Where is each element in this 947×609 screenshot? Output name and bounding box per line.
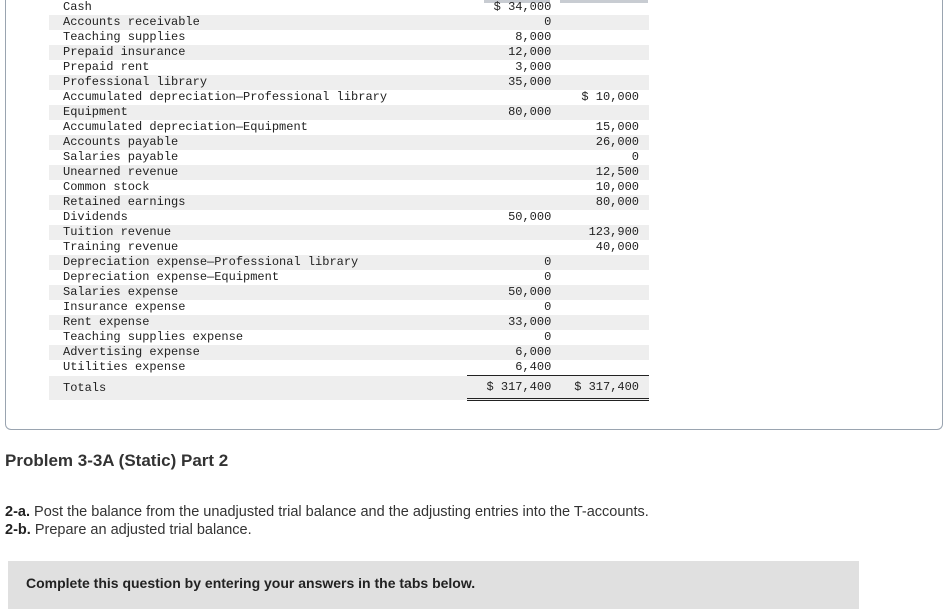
account-name: Accumulated depreciation—Equipment bbox=[63, 120, 308, 134]
credit-amount bbox=[562, 345, 649, 360]
account-name: Retained earnings bbox=[49, 195, 467, 210]
table-row bbox=[49, 165, 649, 180]
credit-amount: 80,000 bbox=[562, 195, 649, 210]
credit-amount: 15,000 bbox=[595, 120, 639, 134]
table-row bbox=[49, 240, 649, 255]
account-name: Equipment bbox=[49, 105, 467, 120]
debit-amount bbox=[467, 150, 562, 165]
debit-amount: 50,000 bbox=[467, 285, 562, 300]
table-row bbox=[49, 225, 649, 240]
credit-amount: 40,000 bbox=[595, 240, 639, 254]
table-row bbox=[49, 195, 649, 210]
credit-amount bbox=[562, 315, 649, 330]
table-row bbox=[49, 75, 649, 90]
account-name: Professional library bbox=[49, 75, 467, 90]
account-name: Unearned revenue bbox=[49, 165, 467, 180]
debit-amount: 33,000 bbox=[467, 315, 562, 330]
debit-amount: 3,000 bbox=[515, 60, 552, 74]
table-row bbox=[49, 105, 649, 120]
debit-amount bbox=[467, 195, 562, 210]
debit-amount bbox=[467, 225, 562, 240]
table-row bbox=[49, 330, 649, 345]
table-row bbox=[49, 150, 649, 165]
credit-amount bbox=[562, 285, 649, 300]
credit-amount: 12,500 bbox=[562, 165, 649, 180]
debit-amount: 6,400 bbox=[515, 360, 552, 374]
debit-amount: 0 bbox=[467, 255, 562, 270]
instruction-2b bbox=[5, 521, 649, 539]
account-name: Common stock bbox=[63, 180, 150, 194]
debit-amount: 80,000 bbox=[467, 105, 562, 120]
credit-amount: 0 bbox=[631, 150, 639, 164]
debit-amount: 0 bbox=[544, 300, 552, 314]
account-name: Teaching supplies bbox=[63, 30, 186, 44]
credit-amount: 10,000 bbox=[595, 180, 639, 194]
table-row bbox=[49, 90, 649, 105]
credit-amount: 123,900 bbox=[562, 225, 649, 240]
account-name: Advertising expense bbox=[49, 345, 467, 360]
trial-balance-table bbox=[49, 0, 649, 401]
credit-amount bbox=[562, 75, 649, 90]
account-name: Tuition revenue bbox=[49, 225, 467, 240]
account-name: Rent expense bbox=[49, 315, 467, 330]
instruction-2a-text: Post the balance from the unadjusted trial balance and the adjusting entries into the T-accounts. bbox=[34, 504, 649, 520]
instruction-2b-label: 2-b. bbox=[5, 522, 31, 538]
account-name: Dividends bbox=[63, 210, 128, 224]
instruction-2a bbox=[5, 503, 649, 521]
debit-amount: 50,000 bbox=[508, 210, 552, 224]
credit-amount bbox=[562, 30, 649, 45]
table-row bbox=[49, 270, 649, 285]
credit-amount bbox=[562, 0, 649, 15]
account-name: Salaries payable bbox=[63, 150, 179, 164]
debit-amount bbox=[467, 180, 562, 195]
credit-amount bbox=[562, 60, 649, 75]
totals-row bbox=[49, 376, 649, 400]
debit-amount bbox=[467, 165, 562, 180]
debit-amount bbox=[467, 240, 562, 255]
debit-amount: 35,000 bbox=[467, 75, 562, 90]
table-row bbox=[49, 255, 649, 270]
credit-amount bbox=[562, 15, 649, 30]
debit-amount: 0 bbox=[544, 330, 552, 344]
debit-amount: 12,000 bbox=[467, 45, 562, 60]
table-row bbox=[49, 45, 649, 60]
debit-amount bbox=[467, 90, 562, 105]
debit-amount: 8,000 bbox=[515, 30, 552, 44]
account-name: Prepaid insurance bbox=[49, 45, 467, 60]
account-name: Accounts payable bbox=[49, 135, 467, 150]
account-name: Accumulated depreciation—Professional library bbox=[63, 90, 388, 104]
debit-amount: 0 bbox=[544, 270, 552, 284]
debit-amount bbox=[467, 135, 562, 150]
table-row bbox=[49, 60, 649, 75]
table-row bbox=[49, 345, 649, 360]
instruction-2b-text: Prepare an adjusted trial balance. bbox=[34, 522, 252, 538]
credit-amount bbox=[562, 300, 649, 315]
credit-total: $ 317,400 bbox=[562, 376, 649, 400]
tabs-instruction-banner: Complete this question by entering your answers in the tabs below. bbox=[8, 561, 859, 609]
table-row bbox=[49, 0, 649, 15]
account-name: Insurance expense bbox=[63, 300, 186, 314]
account-name: Utilities expense bbox=[63, 360, 186, 375]
debit-amount: $ 34,000 bbox=[493, 0, 552, 14]
credit-amount bbox=[562, 330, 649, 345]
problem-title: Problem 3-3A (Static) Part 2 bbox=[5, 451, 229, 470]
table-row bbox=[49, 285, 649, 300]
table-row bbox=[49, 15, 649, 30]
account-name: Salaries expense bbox=[49, 285, 467, 300]
credit-amount bbox=[562, 210, 649, 225]
instruction-2a-label: 2-a. bbox=[5, 504, 30, 520]
credit-amount bbox=[562, 45, 649, 60]
table-row bbox=[49, 120, 649, 135]
account-name: Training revenue bbox=[63, 240, 179, 254]
debit-amount bbox=[467, 120, 562, 135]
debit-amount: 6,000 bbox=[467, 345, 562, 360]
account-name: Accounts receivable bbox=[49, 15, 467, 30]
table-row bbox=[49, 210, 649, 225]
credit-amount: $ 10,000 bbox=[581, 90, 639, 104]
account-name: Cash bbox=[63, 0, 92, 14]
table-row bbox=[49, 30, 649, 45]
debit-total: $ 317,400 bbox=[467, 376, 562, 400]
table-row bbox=[49, 135, 649, 150]
account-name: Prepaid rent bbox=[63, 60, 150, 74]
credit-amount: 26,000 bbox=[562, 135, 649, 150]
account-name: Teaching supplies expense bbox=[63, 330, 244, 344]
totals-label: Totals bbox=[49, 376, 467, 400]
credit-amount bbox=[562, 360, 649, 376]
table-row bbox=[49, 360, 649, 376]
debit-amount: 0 bbox=[467, 15, 562, 30]
instructions bbox=[5, 503, 649, 539]
table-row bbox=[49, 300, 649, 315]
credit-amount bbox=[562, 270, 649, 285]
account-name: Depreciation expense—Professional library bbox=[49, 255, 467, 270]
table-row bbox=[49, 315, 649, 330]
account-name: Depreciation expense—Equipment bbox=[63, 270, 280, 284]
credit-amount bbox=[562, 255, 649, 270]
credit-amount bbox=[562, 105, 649, 120]
table-row bbox=[49, 180, 649, 195]
